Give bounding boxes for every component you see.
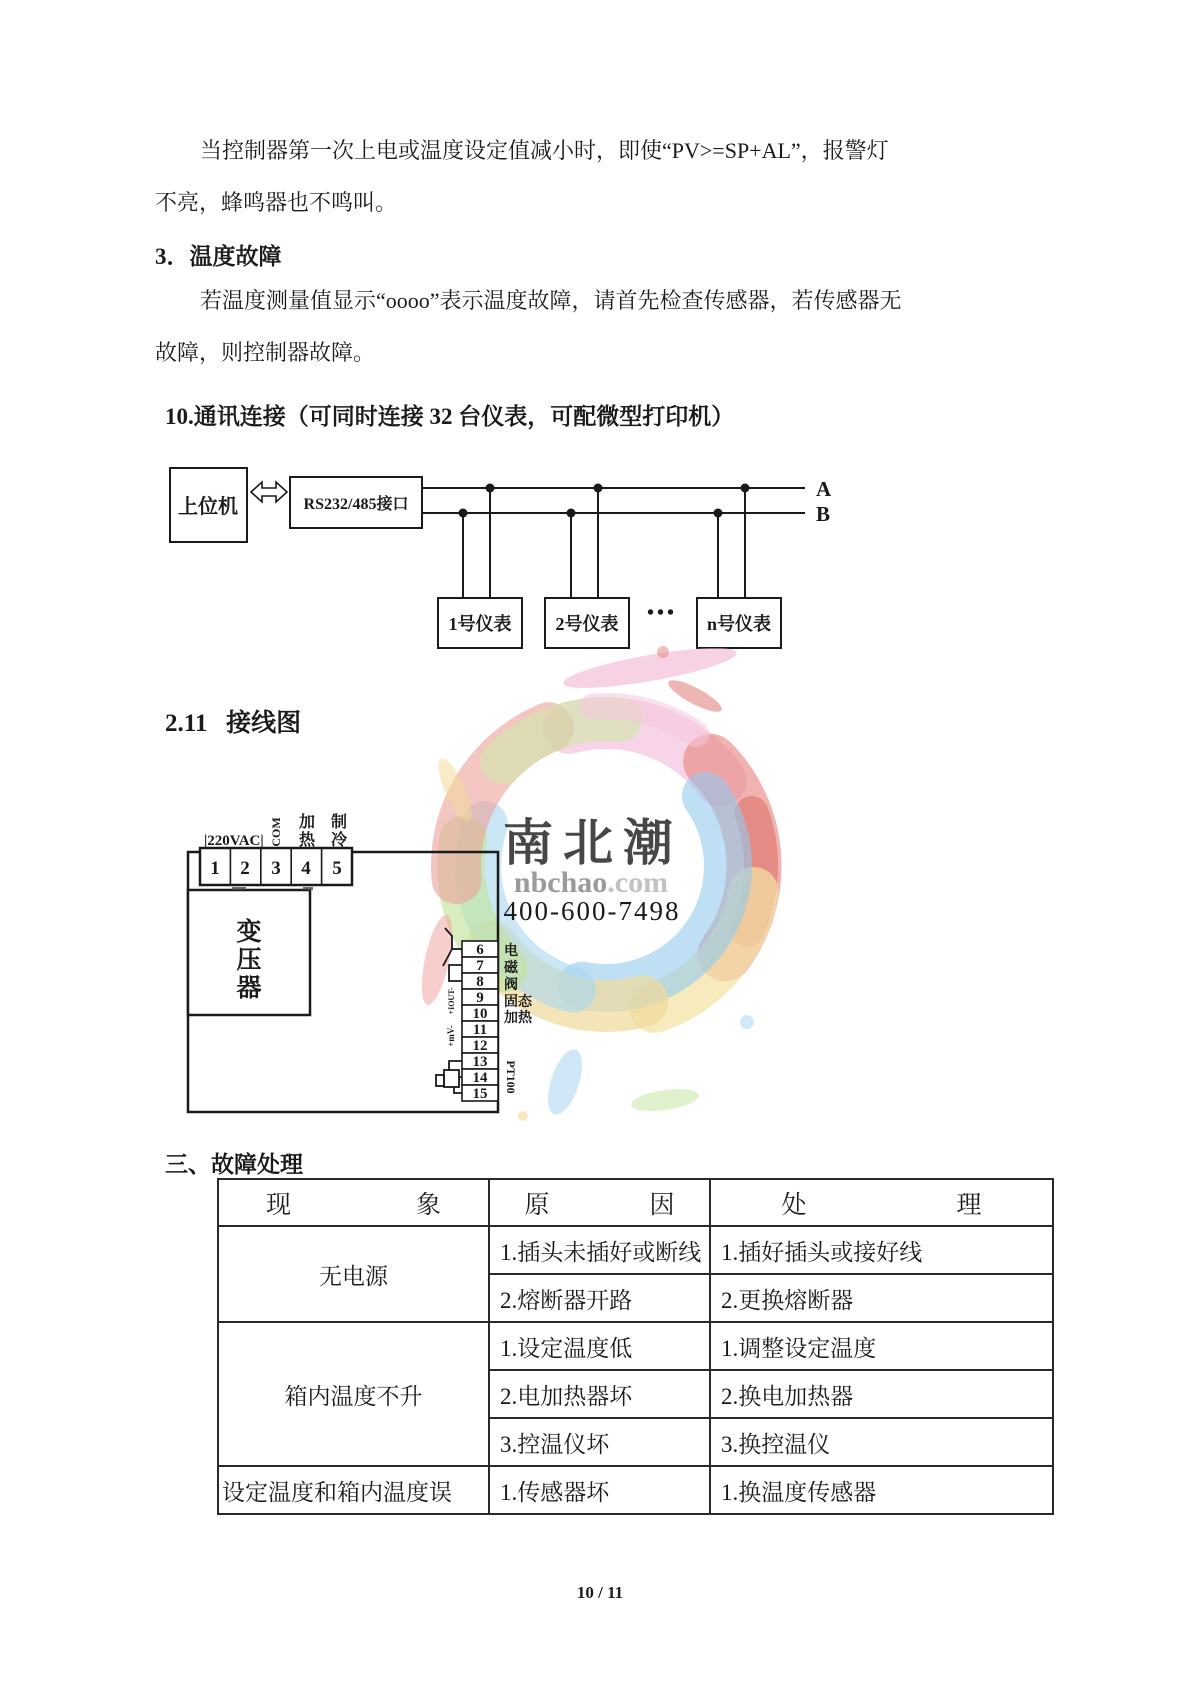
solenoid-char-1: 电 bbox=[504, 944, 518, 959]
junction-dot bbox=[714, 509, 723, 518]
fix-cell: 3.换控温仪 bbox=[710, 1418, 1053, 1466]
terminal-6: 6 bbox=[476, 942, 484, 958]
cause-cell: 1.传感器坏 bbox=[489, 1466, 710, 1514]
wiring-diagram bbox=[170, 800, 570, 1130]
fault-table bbox=[217, 1178, 1054, 1515]
intro-line-1: 当控制器第一次上电或温度设定值减小时，即使“PV>=SP+AL”，报警灯 bbox=[200, 138, 889, 163]
meter2-label: 2号仪表 bbox=[555, 614, 619, 634]
line-b-label: B bbox=[816, 502, 831, 526]
ellipsis-label: ••• bbox=[646, 602, 678, 624]
table-row bbox=[218, 1226, 1053, 1274]
phenomenon-temp-not-rising: 箱内温度不升 bbox=[218, 1322, 489, 1466]
metern-label: n号仪表 bbox=[706, 614, 772, 634]
section211-heading: 2.11 接线图 bbox=[165, 710, 302, 737]
solenoid-char-3: 阀 bbox=[504, 978, 518, 993]
com-label: COM bbox=[269, 817, 283, 847]
junction-dot bbox=[459, 509, 468, 518]
cause-cell: 1.设定温度低 bbox=[489, 1322, 710, 1370]
section3-heading: 3．温度故障 bbox=[155, 244, 282, 269]
table-row bbox=[218, 1466, 1053, 1514]
rs232-label: RS232/485接口 bbox=[303, 496, 409, 513]
terminal-1: 1 bbox=[210, 858, 220, 879]
terminal-8: 8 bbox=[476, 974, 484, 990]
terminal-10: 10 bbox=[472, 1006, 488, 1022]
pt100-label: PT100 bbox=[504, 1060, 518, 1094]
table-row bbox=[218, 1322, 1053, 1370]
fix-cell: 2.更换熔断器 bbox=[710, 1274, 1053, 1322]
terminal-2: 2 bbox=[240, 858, 250, 879]
host-label: 上位机 bbox=[178, 496, 238, 518]
watermark-domain: nbchao.com bbox=[513, 866, 669, 899]
cool-label-top: 制 bbox=[330, 814, 348, 831]
heat-label-top: 加 bbox=[298, 814, 316, 831]
ssr-label-1: 固态 bbox=[504, 995, 532, 1010]
section3-line-2: 故障，则控制器故障。 bbox=[155, 340, 376, 365]
pt100-sensor-symbol bbox=[436, 1061, 462, 1093]
relay-contact-symbol bbox=[443, 928, 462, 981]
section10-heading: 10.通讯连接（可同时连接 32 台仪表，可配微型打印机） bbox=[165, 404, 735, 429]
watermark-title: 南北潮 bbox=[503, 815, 683, 871]
terminal-9: 9 bbox=[476, 990, 484, 1006]
junction-dot bbox=[594, 484, 603, 493]
terminal-14: 14 bbox=[472, 1070, 488, 1086]
terminal-11: 11 bbox=[472, 1022, 488, 1038]
cause-cell: 3.控温仪坏 bbox=[489, 1418, 710, 1466]
terminal-13: 13 bbox=[472, 1054, 488, 1070]
watermark-phone: 400-600-7498 bbox=[503, 896, 681, 926]
terminal-4: 4 bbox=[301, 858, 311, 879]
fix-cell: 2.换电加热器 bbox=[710, 1370, 1053, 1418]
intro-line-2: 不亮，蜂鸣器也不鸣叫。 bbox=[155, 190, 398, 215]
iout-label: +IOUT- bbox=[447, 987, 456, 1015]
cause-cell: 2.电加热器坏 bbox=[489, 1370, 710, 1418]
fault-heading: 三、故障处理 bbox=[165, 1152, 303, 1177]
terminal-15: 15 bbox=[472, 1086, 488, 1102]
terminal-3: 3 bbox=[271, 858, 281, 879]
junction-dot bbox=[486, 484, 495, 493]
transformer-char-3: 器 bbox=[236, 975, 262, 1002]
section3-line-1: 若温度测量值显示“oooo”表示温度故障，请首先检查传感器，若传感器无 bbox=[200, 288, 902, 313]
fix-cell: 1.插好插头或接好线 bbox=[710, 1226, 1053, 1274]
cool-label-bottom: 冷 bbox=[330, 832, 348, 849]
transformer-char-1: 变 bbox=[236, 919, 262, 946]
fix-cell: 1.调整设定温度 bbox=[710, 1322, 1053, 1370]
phenomenon-no-power: 无电源 bbox=[218, 1226, 489, 1322]
meter1-label: 1号仪表 bbox=[448, 614, 512, 634]
heat-label-bottom: 热 bbox=[298, 832, 316, 849]
fix-cell: 1.换温度传感器 bbox=[710, 1466, 1053, 1514]
header-cause: 原 因 bbox=[489, 1179, 710, 1226]
phenomenon-temp-error: 设定温度和箱内温度误 bbox=[218, 1466, 489, 1514]
page-number: 10 / 11 bbox=[576, 1583, 624, 1602]
double-arrow-icon bbox=[251, 482, 287, 502]
junction-dot bbox=[741, 484, 750, 493]
terminal-12: 12 bbox=[472, 1038, 488, 1054]
terminal-5: 5 bbox=[332, 858, 342, 879]
cause-cell: 1.插头未插好或断线 bbox=[489, 1226, 710, 1274]
ssr-label-2: 加热 bbox=[504, 1011, 532, 1026]
cause-cell: 2.熔断器开路 bbox=[489, 1274, 710, 1322]
solenoid-char-2: 磁 bbox=[504, 961, 518, 976]
mv-label: +mV- bbox=[446, 1025, 456, 1047]
junction-dot bbox=[567, 509, 576, 518]
line-a-label: A bbox=[816, 477, 832, 501]
header-fix: 处 理 bbox=[710, 1179, 1053, 1226]
transformer-char-2: 压 bbox=[236, 947, 262, 974]
header-phenomenon: 现 象 bbox=[218, 1179, 489, 1226]
terminal-7: 7 bbox=[476, 958, 484, 974]
table-header-row bbox=[218, 1179, 1053, 1226]
power-label: |220VAC| bbox=[204, 833, 264, 849]
